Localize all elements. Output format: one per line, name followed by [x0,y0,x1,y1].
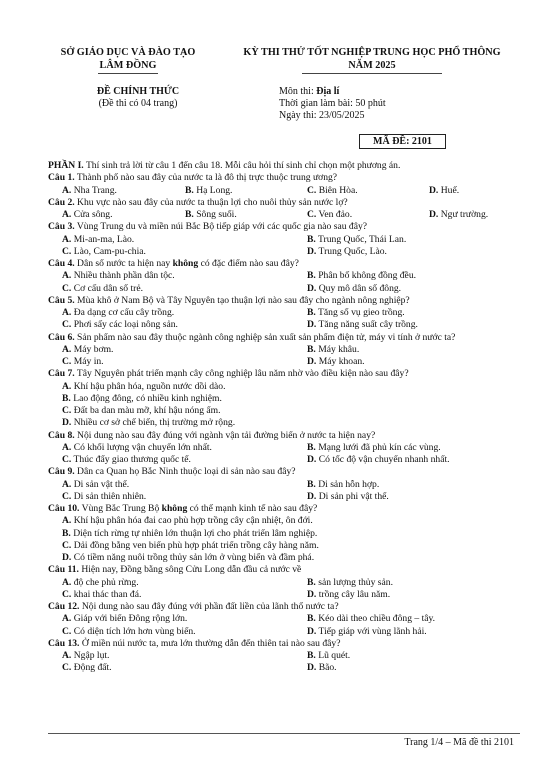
department-header [48,47,208,74]
question-label: Câu 3. [48,221,75,233]
option-letter: D. [307,282,317,294]
option-text: Di sản hỗn hợp. [315,478,380,490]
option-text: Ven đảo. [316,209,353,220]
option-text: Bão. [316,662,337,674]
question-label: Câu 6. [48,331,75,343]
answer-option[interactable] [62,393,222,405]
options-row [48,356,534,368]
option-letter: D. [307,490,317,502]
question-text: Nội dung nào sau đây đúng với ngành vận tải đường biển ở nước ta hiện nay? [74,429,376,441]
option-text: Tăng số vụ gieo trồng. [315,307,405,318]
options-row [48,185,534,197]
answer-option[interactable] [62,626,196,638]
answer-option[interactable] [62,454,191,466]
question-text: Hiện nay, Đồng bằng sông Cửu Long dẫn đầu cả nước về [78,564,302,576]
answer-option[interactable] [62,577,139,589]
options-row [48,528,534,540]
answer-option[interactable] [62,540,319,552]
answer-option[interactable] [62,442,212,454]
option-text: Có diện tích lớn hơn vùng biển. [71,625,196,637]
options-row [48,491,534,503]
question-text: Sản phẩm nào sau đây thuộc ngành công nghiệp sản xuất sản phẩm điện tử, máy vi tính ở nước ta? [74,331,456,343]
options-row [48,234,534,246]
emphasis-word: không [161,503,188,514]
option-text: Giáp với biển Đông rộng lớn. [71,613,188,625]
option-text: khai thác than đá. [71,588,142,600]
question-label: Câu 9. [48,466,75,478]
options-row [48,552,534,564]
question-label: Câu 13. [48,637,80,649]
options-row [48,209,534,221]
answer-option[interactable] [307,491,389,503]
question-text: Khu vực nào sau đây của nước ta thuận lợi cho nuôi thủy sản nước lợ? [74,196,348,208]
options-row [48,577,534,589]
options-row [48,662,534,674]
question-text: có đặc điểm nào sau đây? [198,258,299,269]
answer-option[interactable] [62,307,174,319]
option-text: Trung Quốc, Thái Lan. [315,233,407,245]
question-label: Câu 2. [48,196,75,208]
option-text: Máy khoan. [316,356,365,367]
part-label: PHẦN I. [48,160,84,171]
answer-option[interactable] [307,234,406,246]
option-letter: C. [62,405,72,416]
exam-details [279,86,386,123]
option-text: Cửa sông. [71,209,113,220]
option-text: Di sản phi vật thể. [316,490,389,502]
subject-name: Địa lí [316,86,340,97]
option-letter: A. [62,270,72,282]
question-text: Thành phố nào sau đây của nước ta là đô thị trực thuộc trung ương? [74,172,338,184]
answer-option[interactable] [307,613,435,625]
option-text: Kéo dài theo chiều đông – tây. [315,613,436,625]
question-text: Dân số nước ta hiện nay [74,258,173,269]
answer-option[interactable] [307,356,365,368]
option-letter: C. [62,356,72,367]
footer-rule [48,733,520,734]
option-text: sản lượng thủy sản. [315,576,393,588]
question-stem [48,197,534,209]
option-letter: B. [62,527,71,539]
answer-option[interactable] [62,270,175,282]
question-text: Vùng Bắc Trung Bộ [79,503,162,514]
answer-option[interactable] [62,528,317,540]
option-text: Có tiềm năng nuôi trồng thủy sản lớn ở vùng biển và đầm phá. [71,552,315,563]
option-letter: D. [307,588,317,600]
option-text: Nhiều thành phần dân tộc. [71,270,175,282]
question-label: Câu 11. [48,564,79,576]
option-text: Tăng năng suất cây trồng. [316,319,418,331]
option-letter: B. [307,307,316,318]
options-row [48,381,534,393]
option-letter: A. [62,613,72,625]
option-letter: D. [307,662,317,674]
question-stem [48,601,534,613]
answer-option[interactable] [62,662,112,674]
answer-option[interactable] [307,479,379,491]
option-letter: A. [62,343,72,355]
question-text: Vùng Trung du và miền núi Bắc Bộ tiếp giáp với các quốc gia nào sau đây? [74,221,368,233]
question-stem [48,430,534,442]
option-letter: A. [62,209,72,220]
part-text: Thí sinh trả lời từ câu 1 đến câu 18. Mỗi câu hỏi thí sinh chỉ chọn một phương án. [83,160,401,171]
options-row [48,442,534,454]
option-letter: C. [62,490,72,502]
options-row [48,589,534,601]
answer-option[interactable] [429,209,488,221]
answer-option[interactable] [307,185,358,197]
option-letter: B. [185,184,194,196]
page-footer: Trang 1/4 – Mã đề thi 2101 [404,737,514,748]
question-stem [48,638,534,650]
answer-option[interactable] [62,405,221,417]
option-text: Tiếp giáp với vùng lãnh hải. [316,625,427,637]
options-row [48,319,534,331]
exam-year: NĂM 2025 [348,59,396,71]
option-text: Quy mô dân số đông. [316,282,402,294]
question-stem [48,466,534,478]
option-text: Máy bơm. [71,343,114,355]
subject-line [279,86,386,98]
question-label: Câu 10. [48,503,80,514]
option-letter: B. [62,392,71,404]
exam-title: KỲ THI THỬ TỐT NGHIỆP TRUNG HỌC PHỔ THÔNG [243,47,501,58]
answer-option[interactable] [62,234,134,246]
emphasis-word: không [172,258,199,269]
question-label: Câu 5. [48,294,75,306]
option-text: Lao động đông, có nhiều kinh nghiệm. [70,392,222,404]
answer-option[interactable] [62,246,146,258]
option-letter: A. [62,307,72,318]
answer-option[interactable] [62,552,314,564]
option-letter: D. [307,319,317,331]
answer-option[interactable] [62,613,187,625]
option-text: Sông suối. [193,209,237,220]
answer-option[interactable] [62,283,143,295]
options-row [48,626,534,638]
option-letter: D. [429,184,439,196]
header-rule [302,73,442,74]
option-letter: B. [307,441,316,453]
options-row [48,613,534,625]
options-row [48,393,534,405]
option-letter: B. [307,233,316,245]
option-text: Di sản vật thể. [71,478,130,490]
answer-option[interactable] [62,515,313,527]
option-letter: A. [62,515,72,527]
option-text: Thúc đẩy giao thương quốc tế. [71,454,191,465]
option-text: Nhiều cơ sở chế biến, thị trường mở rộng. [71,417,236,429]
option-letter: B. [307,478,316,490]
exam-code-box: MÃ ĐỀ: 2101 [359,134,446,149]
answer-option[interactable] [62,381,225,393]
options-row [48,270,534,282]
option-letter: C. [62,319,72,331]
option-text: Khí hậu phân hóa đai cao phù hợp trồng cây cận nhiệt, ôn đới. [71,515,313,527]
part-intro [48,160,534,172]
option-text: Lào, Cam-pu-chia. [71,245,146,257]
answer-option[interactable] [185,209,237,221]
option-text: Phơi sấy các loại nông sản. [71,319,178,331]
answer-option[interactable] [62,209,113,221]
answer-option[interactable] [62,479,129,491]
option-text: Đa dạng cơ cấu cây trồng. [71,307,175,318]
option-text: Nha Trang. [71,184,117,196]
option-letter: A. [62,380,72,392]
question-stem [48,258,534,270]
option-letter: D. [307,625,317,637]
option-text: Cơ cấu dân số trẻ. [71,282,144,294]
option-letter: D. [62,552,72,563]
subject-label: Môn thi: [279,86,317,97]
question-label: Câu 8. [48,429,75,441]
option-letter: B. [307,650,316,661]
answer-option[interactable] [429,185,459,197]
option-text: Máy khâu. [315,343,360,355]
answer-option[interactable] [307,589,390,601]
question-body [48,160,534,675]
option-letter: B. [307,613,316,625]
official-label: ĐỀ CHÍNH THỨC [96,86,180,97]
option-text: Diện tích rừng tự nhiên lớn thuận lợi cho phát triển lâm nghiệp. [70,527,318,539]
exam-header [222,47,522,74]
answer-option[interactable] [62,319,178,331]
page-count: (Đề thi có 04 trang) [98,98,178,109]
question-stem [48,221,534,233]
option-letter: C. [307,184,317,196]
question-stem [48,503,534,515]
answer-option[interactable] [62,417,235,429]
option-text: Động đất. [71,662,112,674]
option-letter: D. [307,245,317,257]
answer-option[interactable] [307,662,337,674]
options-row [48,344,534,356]
option-text: Ngư trường. [438,209,489,220]
question-stem [48,295,534,307]
option-letter: D. [307,356,317,367]
question-text: Dân ca Quan họ Bắc Ninh thuộc loại di sản nào sau đây? [74,466,296,478]
question-stem [48,332,534,344]
options-row [48,417,534,429]
option-letter: A. [62,478,72,490]
answer-option[interactable] [307,650,350,662]
option-letter: D. [429,209,439,220]
answer-option[interactable] [62,356,104,368]
option-text: Mi-an-ma, Lào. [71,233,135,245]
answer-option[interactable] [62,344,113,356]
option-text: trồng cây lâu năm. [316,588,391,600]
options-row [48,650,534,662]
question-text: có thế mạnh kinh tế nào sau đây? [187,503,318,514]
options-row [48,283,534,295]
question-label: Câu 7. [48,368,75,380]
time-limit: Thời gian làm bài: 50 phút [279,98,386,110]
answer-option[interactable] [307,577,393,589]
option-letter: C. [62,539,72,551]
option-text: Huế. [438,184,460,196]
answer-option[interactable] [307,454,450,466]
option-letter: A. [62,650,72,661]
option-text: Trung Quốc, Lào. [316,245,387,257]
question-label: Câu 12. [48,601,80,612]
question-text: Mùa khô ở Nam Bộ và Tây Nguyên tạo thuận lợi nào sau đây cho ngành nông nghiệp? [74,294,410,306]
question-stem [48,368,534,380]
question-stem [48,172,534,184]
option-text: Máy in. [71,356,104,367]
answer-option[interactable] [307,270,416,282]
option-text: Lũ quét. [315,650,351,661]
option-text: Khí hậu phân hóa, nguồn nước dồi dào. [71,380,226,392]
answer-option[interactable] [62,589,141,601]
answer-option[interactable] [307,442,441,454]
question-stem [48,564,534,576]
question-label: Câu 1. [48,172,75,184]
option-text: Đất ba dan màu mỡ, khí hậu nóng ẩm. [71,405,221,416]
answer-option[interactable] [307,626,427,638]
options-row [48,515,534,527]
options-row [48,454,534,466]
option-letter: B. [307,343,316,355]
official-block [68,86,208,110]
option-letter: D. [62,417,72,429]
answer-option[interactable] [307,344,359,356]
option-letter: A. [62,233,72,245]
option-letter: C. [62,662,72,674]
option-letter: C. [62,454,72,465]
option-letter: C. [307,209,317,220]
option-text: Biên Hòa. [316,184,358,196]
header-rule [98,73,158,74]
option-text: Có tốc độ vận chuyển nhanh nhất. [316,454,450,465]
options-row [48,540,534,552]
question-text: Nội dung nào sau đây đúng với phần đất liền của lãnh thổ nước ta? [79,601,339,612]
department-name: SỞ GIÁO DỤC VÀ ĐÀO TẠO [60,47,196,58]
option-text: Dải đồng bằng ven biển phù hợp phát triển trồng cây hàng năm. [71,539,319,551]
answer-option[interactable] [307,209,352,221]
option-letter: A. [62,184,72,196]
option-text: độ che phủ rừng. [71,576,139,588]
option-letter: C. [62,588,72,600]
answer-option[interactable] [307,283,401,295]
option-text: Ngập lụt. [71,650,110,661]
option-letter: C. [62,245,72,257]
option-letter: A. [62,441,72,453]
question-label: Câu 4. [48,258,75,269]
answer-option[interactable] [307,307,405,319]
option-letter: B. [307,270,316,282]
option-letter: B. [307,576,316,588]
option-letter: A. [62,576,72,588]
option-text: Hạ Long. [193,184,233,196]
option-letter: D. [307,454,317,465]
option-text: Có khối lượng vận chuyển lớn nhất. [71,441,212,453]
option-text: Phân bố không đồng đều. [315,270,417,282]
option-text: Di sản thiên nhiên. [71,490,147,502]
option-text: Mạng lưới đã phủ kín các vùng. [315,441,441,453]
question-text: Ở miền núi nước ta, mưa lớn thường dẫn đến thiên tai nào sau đây? [79,637,341,649]
option-letter: C. [62,282,72,294]
answer-option[interactable] [62,650,109,662]
answer-option[interactable] [62,185,117,197]
options-row [48,307,534,319]
question-text: Tây Nguyên phát triển mạnh cây công nghiệp lâu năm nhờ vào điều kiện nào sau đây? [74,368,409,380]
options-row [48,479,534,491]
answer-option[interactable] [307,319,418,331]
option-letter: C. [62,625,72,637]
exam-date: Ngày thi: 23/05/2025 [279,110,365,122]
option-letter: B. [185,209,194,220]
answer-option[interactable] [185,185,232,197]
answer-option[interactable] [62,491,146,503]
answer-option[interactable] [307,246,387,258]
options-row [48,246,534,258]
province-name: LÂM ĐỒNG [99,59,157,71]
options-row [48,405,534,417]
